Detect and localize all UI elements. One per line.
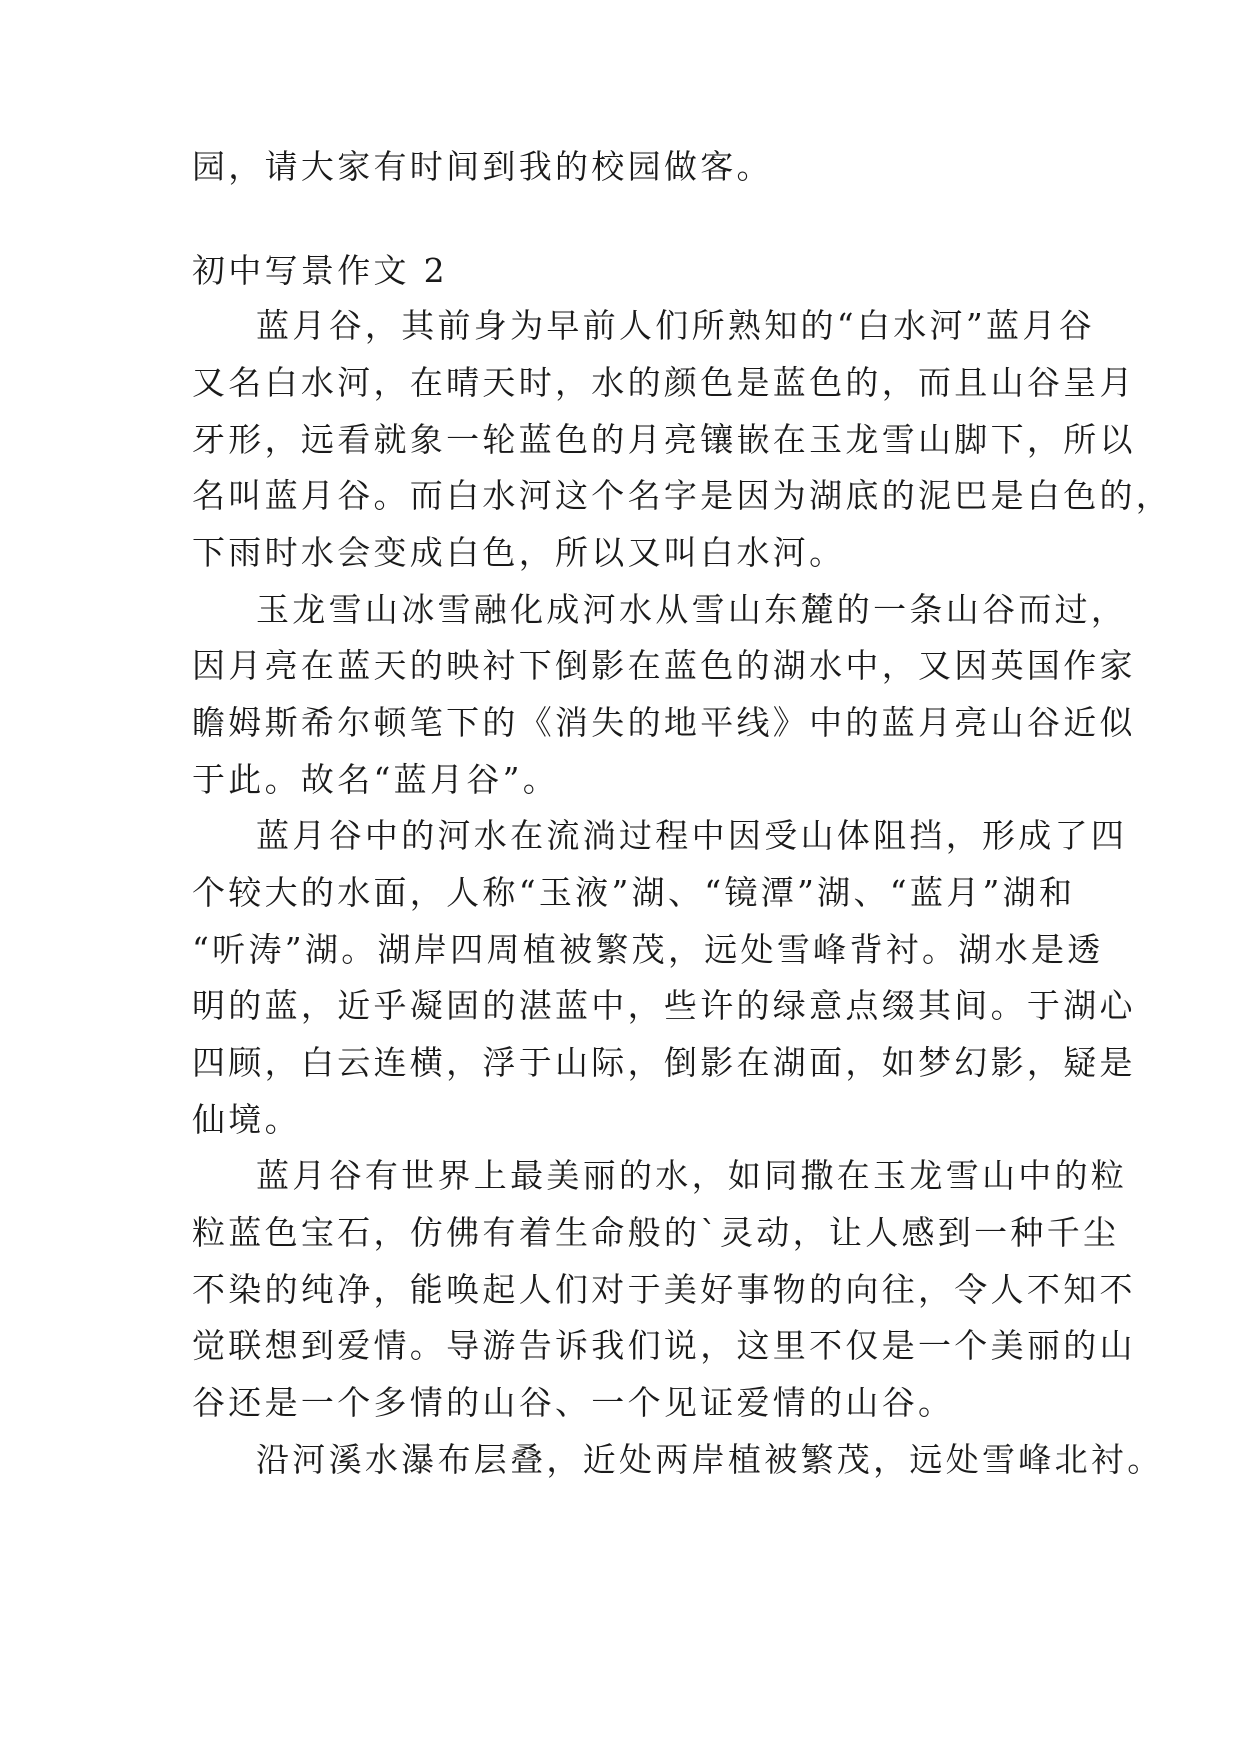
paragraph-3-line-1: 蓝月谷中的河水在流淌过程中因受山体阻挡，形成了四 xyxy=(256,816,1128,855)
paragraph-3-line-4: 明的蓝，近乎凝固的湛蓝中，些许的绿意点缀其间。于湖心 xyxy=(192,986,1136,1025)
paragraph-3-line-3: “听涛”湖。湖岸四周植被繁茂，远处雪峰背衬。湖水是透 xyxy=(192,930,1104,969)
paragraph-4-line-5: 谷还是一个多情的山谷、一个见证爱情的山谷。 xyxy=(192,1383,955,1422)
paragraph-3-line-6: 仙境。 xyxy=(192,1100,301,1139)
paragraph-1-line-1: 蓝月谷，其前身为早前人们所熟知的“白水河”蓝月谷 xyxy=(256,306,1095,345)
paragraph-2-line-2: 因月亮在蓝天的映衬下倒影在蓝色的湖水中，又因英国作家 xyxy=(192,646,1136,685)
section-title: 初中写景作文 2 xyxy=(192,251,448,290)
paragraph-4-line-1: 蓝月谷有世界上最美丽的水，如同撒在玉龙雪山中的粒 xyxy=(256,1156,1128,1195)
paragraph-5-line-1: 沿河溪水瀑布层叠，近处两岸植被繁茂，远处雪峰北衬。 xyxy=(256,1440,1164,1479)
paragraph-1-line-4: 名叫蓝月谷。而白水河这个名字是因为湖底的泥巴是白色的， xyxy=(192,476,1173,515)
paragraph-2-line-1: 玉龙雪山冰雪融化成河水从雪山东麓的一条山谷而过， xyxy=(256,590,1128,629)
paragraph-2-line-4: 于此。故名“蓝月谷”。 xyxy=(192,760,560,799)
paragraph-3-line-2: 个较大的水面，人称“玉液”湖、“镜潭”湖、“蓝月”湖和 xyxy=(192,873,1076,912)
paragraph-1-line-2: 又名白水河，在晴天时，水的颜色是蓝色的，而且山谷呈月 xyxy=(192,363,1136,402)
paragraph-1-line-3: 牙形，远看就象一轮蓝色的月亮镶嵌在玉龙雪山脚下，所以 xyxy=(192,420,1136,459)
paragraph-4-line-2: 粒蓝色宝石，仿佛有着生命般的`灵动，让人感到一种千尘 xyxy=(192,1213,1120,1252)
paragraph-4-line-4: 觉联想到爱情。导游告诉我们说，这里不仅是一个美丽的山 xyxy=(192,1326,1136,1365)
continuation-line: 园，请大家有时间到我的校园做客。 xyxy=(192,147,773,186)
paragraph-1-line-5: 下雨时水会变成白色，所以又叫白水河。 xyxy=(192,533,846,572)
paragraph-3-line-5: 四顾，白云连横，浮于山际，倒影在湖面，如梦幻影，疑是 xyxy=(192,1043,1136,1082)
paragraph-4-line-3: 不染的纯净，能唤起人们对于美好事物的向往，令人不知不 xyxy=(192,1270,1136,1309)
paragraph-2-line-3: 瞻姆斯希尔顿笔下的《消失的地平线》中的蓝月亮山谷近似 xyxy=(192,703,1136,742)
